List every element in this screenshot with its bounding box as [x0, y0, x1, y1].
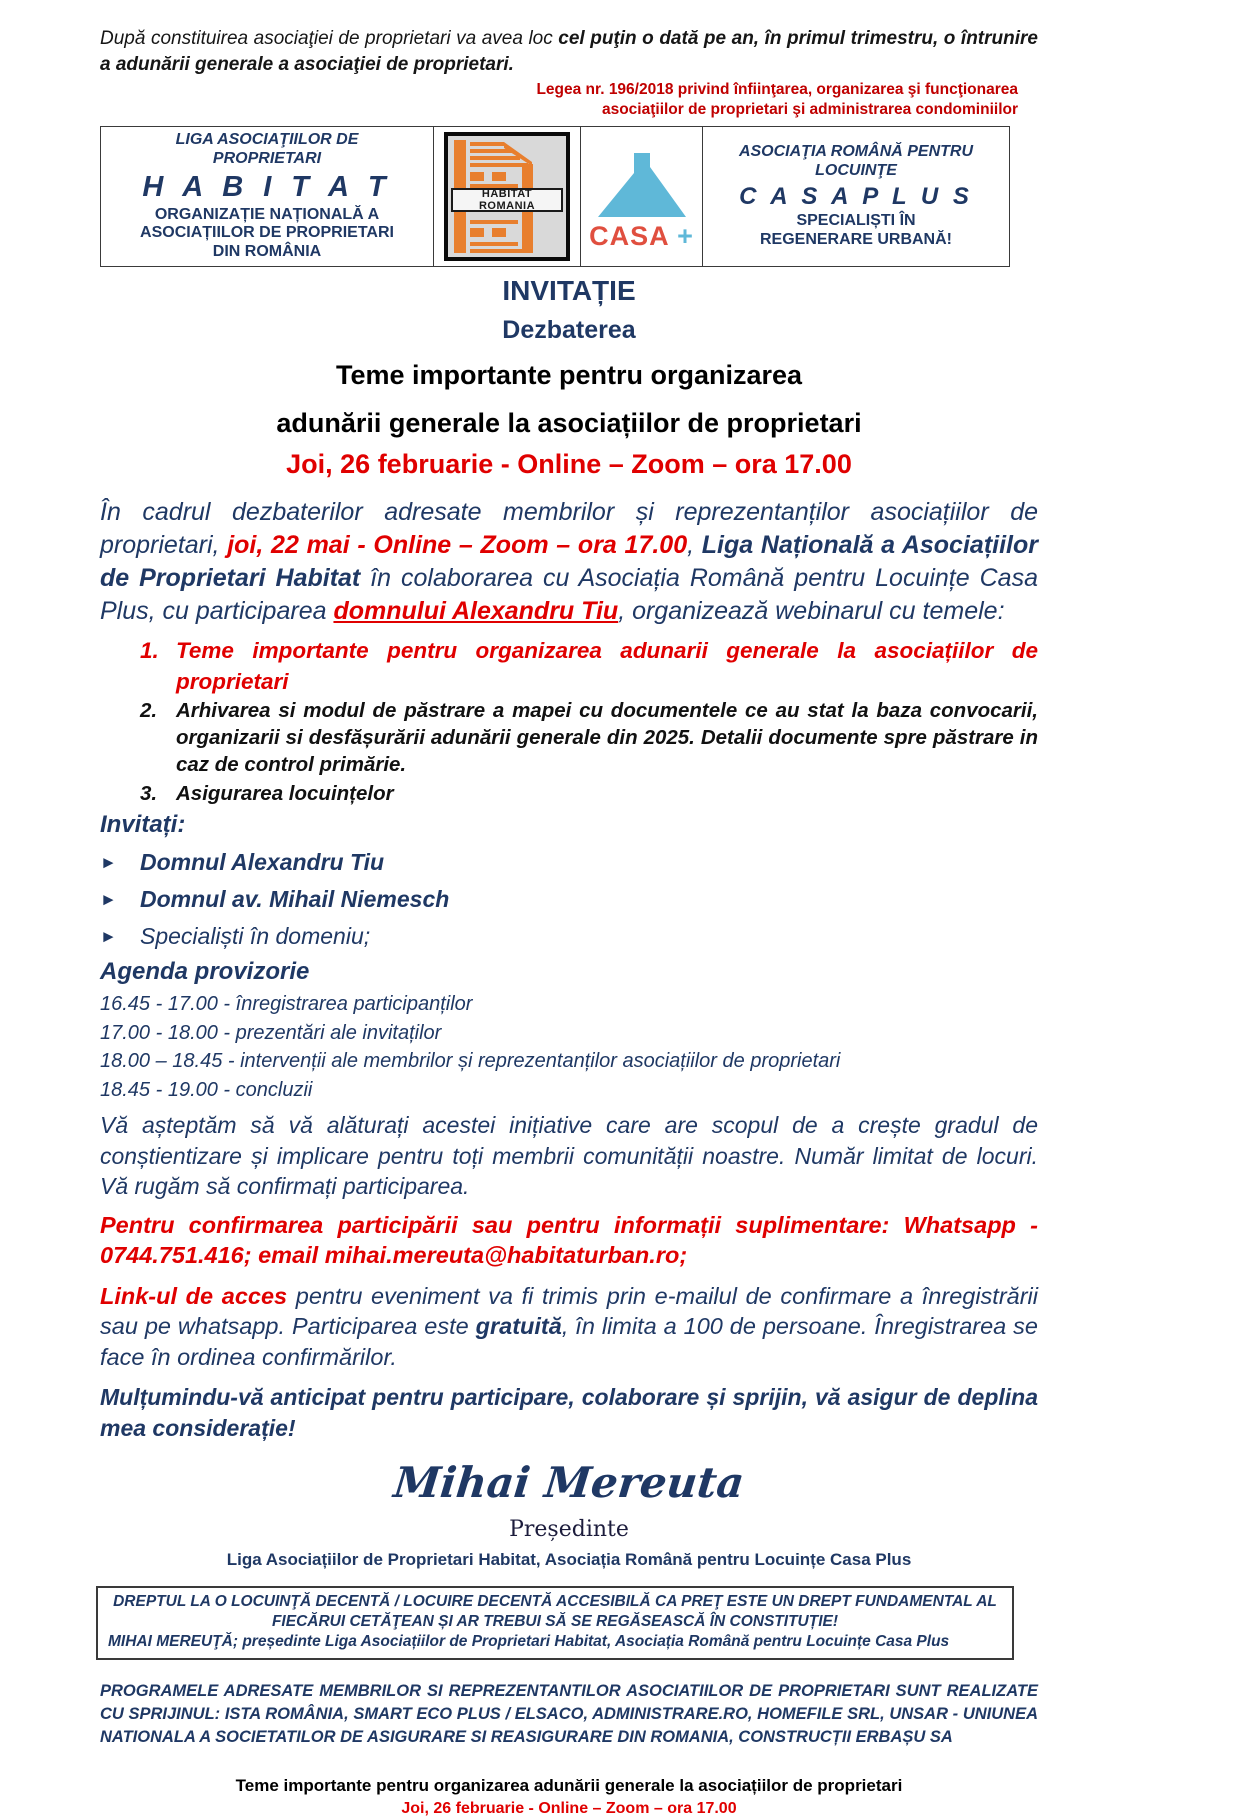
- topic-text: Teme importante pentru organizarea adunarii generale la asociațiilor de proprietari: [176, 638, 1038, 694]
- topic-text: Asigurarea locuințelor: [176, 782, 394, 806]
- topic-text: Arhivarea si modul de păstrare a mapei cu documentele ce au stat la baza convocarii, organizarii si desfășurării adunării generale din 2025. Detalii documente spre păstrare in caz de control primărie.: [176, 699, 1038, 777]
- footer-date: Joi, 26 februarie - Online – Zoom – ora 17.00: [401, 1800, 737, 1818]
- law-note-line2: asociaţiilor de proprietari şi administrarea condominiilor: [601, 101, 1018, 119]
- casa-logo-word: CASA: [589, 220, 669, 251]
- guest-item-1: [100, 849, 1038, 876]
- agenda-item: 18.00 – 18.45 - intervenții ale membrilor și reprezentanților asociațiilor de proprietari: [100, 1050, 841, 1073]
- org-right-line1: ASOCIAŢIA ROMÂNĂ PENTRU: [738, 143, 974, 161]
- statement-line1: DREPTUL LA O LOCUINŢĂ DECENTĂ / LOCUIRE DECENTĂ ACCESIBILĂ CA PREŢ ESTE UN DREPT FUNDAMENTAL AL FIECĂRUI CETĂŢEAN ȘI AR TREBUI SĂ SE REGĂSEASCĂ ÎN CONSTITUȚIE!: [113, 1592, 997, 1630]
- topic-item-2: [140, 697, 1038, 778]
- casa-plus-logo: [586, 132, 698, 260]
- habitat-logo-icon: [444, 132, 570, 261]
- casa-logo-plus: +: [677, 220, 694, 251]
- topic-item-3: [140, 780, 1038, 807]
- thanks-paragraph: Mulțumindu-vă anticipat pentru participare, colaborare și sprijin, vă asigur de deplina mea considerație!: [100, 1384, 1038, 1441]
- title-date: Joi, 26 februarie - Online – Zoom – ora 17.00: [286, 449, 852, 480]
- org-left-cell: [100, 126, 434, 267]
- guest-name: Domnul Alexandru Tiu: [140, 849, 385, 876]
- triangle-bullet-icon: ►: [100, 852, 117, 872]
- org-right-line2: LOCUINŢE: [815, 161, 897, 179]
- access-link-paragraph: Link-ul de acces pentru eveniment va fi trimis prin e-mailul de confirmare a înregistrării sau pe whatsapp. Participarea este gratuită, în limita a 100 de persoane. Înregistrarea se face în ordinea confirmărilor.: [100, 1282, 1038, 1370]
- page-footer: [100, 1776, 1038, 1818]
- agenda-item: 16.45 - 17.00 - înregistrarea participanților: [100, 993, 473, 1016]
- casa-logo-cell: [580, 126, 703, 267]
- intro-paragraph: În cadrul dezbaterilor adresate membrilor și reprezentanților asociațiilor de proprietari, joi, 22 mai - Online – Zoom – ora 17.00, Liga Națională a Asociațiilor de Proprietari Habitat în colaborarea cu Asociația Română pentru Locuințe Casa Plus, cu participarea domnului Alexandru Tiu, organizează webinarul cu temele:: [100, 498, 1038, 626]
- habitat-logo-label: HABITAT ROMANIA: [451, 188, 563, 212]
- law-note-line1: Legea nr. 196/2018 privind înfiinţarea, organizarea şi funcţionarea: [536, 81, 1018, 99]
- topic-number: 2.: [140, 699, 158, 723]
- agenda-list: [100, 990, 1038, 1104]
- house-icon: [590, 143, 694, 221]
- guests-heading: Invitați:: [100, 811, 186, 839]
- guest-item-2: [100, 886, 1038, 913]
- org-left-line2: PROPRIETARI: [212, 150, 322, 168]
- closing-paragraph: Vă așteptăm să vă alăturați acestei inițiative care are scopul de a crește gradul de conștientizare și implicare pentru toți membrii comunității noastre. Număr limitat de locuri. Vă rugăm să confirmați participarea.: [100, 1111, 1038, 1200]
- org-left-line1: LIGA ASOCIAŢIILOR DE: [175, 131, 359, 149]
- header-table: [100, 126, 1012, 267]
- casa-plus-brand: C A S A P L U S: [739, 182, 973, 210]
- habitat-brand: H A B I T A T: [142, 170, 392, 203]
- title-invitation: INVITAȚIE: [502, 274, 636, 306]
- signature-name: Mihai Mereuta: [391, 1457, 747, 1507]
- signature-orgs: Liga Asociațiilor de Proprietari Habitat, Asociația Română pentru Locuințe Casa Plus: [226, 1549, 912, 1569]
- guest-name: Domnul av. Mihail Niemesch: [140, 886, 450, 913]
- top-quote: După constituirea asociaţiei de proprietari va avea loc cel puţin o dată pe an, în primul trimestru, o întrunire a adunării generale a asociaţiei de proprietari.: [100, 28, 1038, 75]
- casa-logo-text: [589, 220, 694, 251]
- org-right-cell: [702, 126, 1010, 267]
- org-left-sub3: DIN ROMÂNIA: [212, 242, 322, 260]
- org-right-sub1: SPECIALIȘTI ÎN: [796, 212, 916, 230]
- sponsors-paragraph: PROGRAMELE ADRESATE MEMBRILOR SI REPREZENTANTILOR ASOCIATIILOR DE PROPRIETARI SUNT REALIZATE CU SPRIJINUL: ISTA ROMÂNIA, SMART ECO PLUS / ELSACO, ADMINISTRARE.RO, HOMEFILE SRL, UNSAR - UNIUNEA NATIONALA A SOCIETATILOR DE ASIGURARE SI REASIGURARE DIN ROMANIA, CONSTRUCȚII ERBAȘU SA: [100, 1681, 1038, 1746]
- law-note: [100, 80, 1018, 120]
- statement-box: [96, 1586, 1014, 1660]
- contact-paragraph: Pentru confirmarea participării sau pentru informații suplimentare: Whatsapp - 0744.751.416; email mihai.mereuta@habitaturban.ro;: [100, 1211, 1038, 1269]
- footer-title: Teme importante pentru organizarea adunării generale la asociațiilor de proprietari: [235, 1776, 903, 1796]
- triangle-bullet-icon: ►: [100, 889, 117, 909]
- topic-number: 1.: [140, 638, 159, 664]
- org-left-sub1: ORGANIZAȚIE NAȚIONALĂ A: [154, 205, 380, 223]
- agenda-heading: Agenda provizorie: [100, 958, 310, 986]
- guest-item-3: [100, 923, 1038, 950]
- title-topic-line2: adunării generale la asociațiilor de proprietari: [276, 408, 862, 438]
- title-debate: Dezbaterea: [502, 315, 636, 344]
- agenda-item: 18.45 - 19.00 - concluzii: [100, 1078, 313, 1101]
- topic-number: 3.: [140, 782, 158, 806]
- topic-item-1: [140, 636, 1038, 697]
- signature-title: Președinte: [509, 1516, 629, 1542]
- habitat-logo-cell: [433, 126, 581, 267]
- title-topic-line1: Teme importante pentru organizarea: [335, 359, 803, 390]
- statement-line2: MIHAI MEREUŢĂ; președinte Liga Asociațiilor de Proprietari Habitat, Asociația Română pentru Locuințe Casa Plus: [108, 1632, 950, 1650]
- document-page: [100, 0, 1038, 1818]
- triangle-bullet-icon: ►: [100, 926, 117, 946]
- guest-name: Specialiști în domeniu;: [140, 923, 371, 950]
- org-right-sub2: REGENERARE URBANĂ!: [759, 230, 952, 248]
- topics-list: [100, 636, 1038, 807]
- org-left-sub2: ASOCIAȚIILOR DE PROPRIETARI: [140, 224, 394, 242]
- agenda-item: 17.00 - 18.00 - prezentări ale invitaților: [100, 1021, 442, 1044]
